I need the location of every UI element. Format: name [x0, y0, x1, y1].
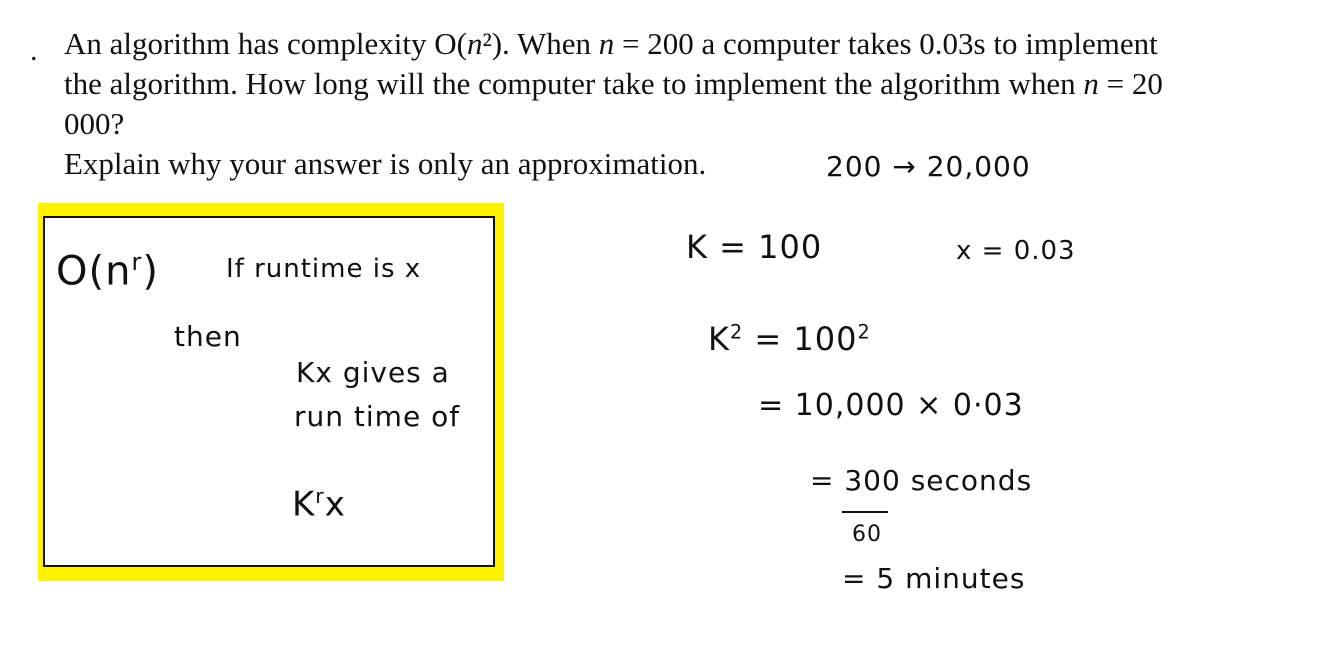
question-line-4: Explain why your answer is only an approximation.: [64, 146, 707, 181]
calc-step-3: = 5 minutes: [842, 562, 1026, 595]
question-line-3: 000?: [64, 106, 125, 141]
range-note: 200 → 20,000: [826, 150, 1031, 183]
x-equals: x = 0.03: [956, 236, 1076, 266]
if-runtime-note: If runtime is x: [226, 254, 422, 284]
question-number-mark: .: [30, 34, 38, 67]
calc-step-1: = 10,000 × 0·03: [758, 388, 1024, 423]
run-time-of-note: run time of: [294, 400, 461, 433]
then-note: then: [174, 320, 242, 353]
calc-step-2: = 300 seconds: [810, 464, 1033, 497]
big-o-notation: $O(n^r)$: [56, 248, 159, 295]
k-equals: K = 100: [686, 228, 823, 266]
k-squared-line: $K^2 = 100^2$: [708, 320, 871, 358]
kx-gives-note: Kx gives a: [296, 356, 450, 389]
question-line-1: An algorithm has complexity O(n²). When n = 200 a computer takes 0.03s to implement: [64, 26, 1158, 61]
fraction-line: [842, 511, 888, 513]
question-line-2: the algorithm. How long will the computer take to implement the algorithm when n = 20: [64, 66, 1163, 101]
question-text: [64, 24, 1304, 184]
divisor: 60: [852, 522, 882, 547]
result-expression: $K^rx$: [292, 484, 346, 525]
